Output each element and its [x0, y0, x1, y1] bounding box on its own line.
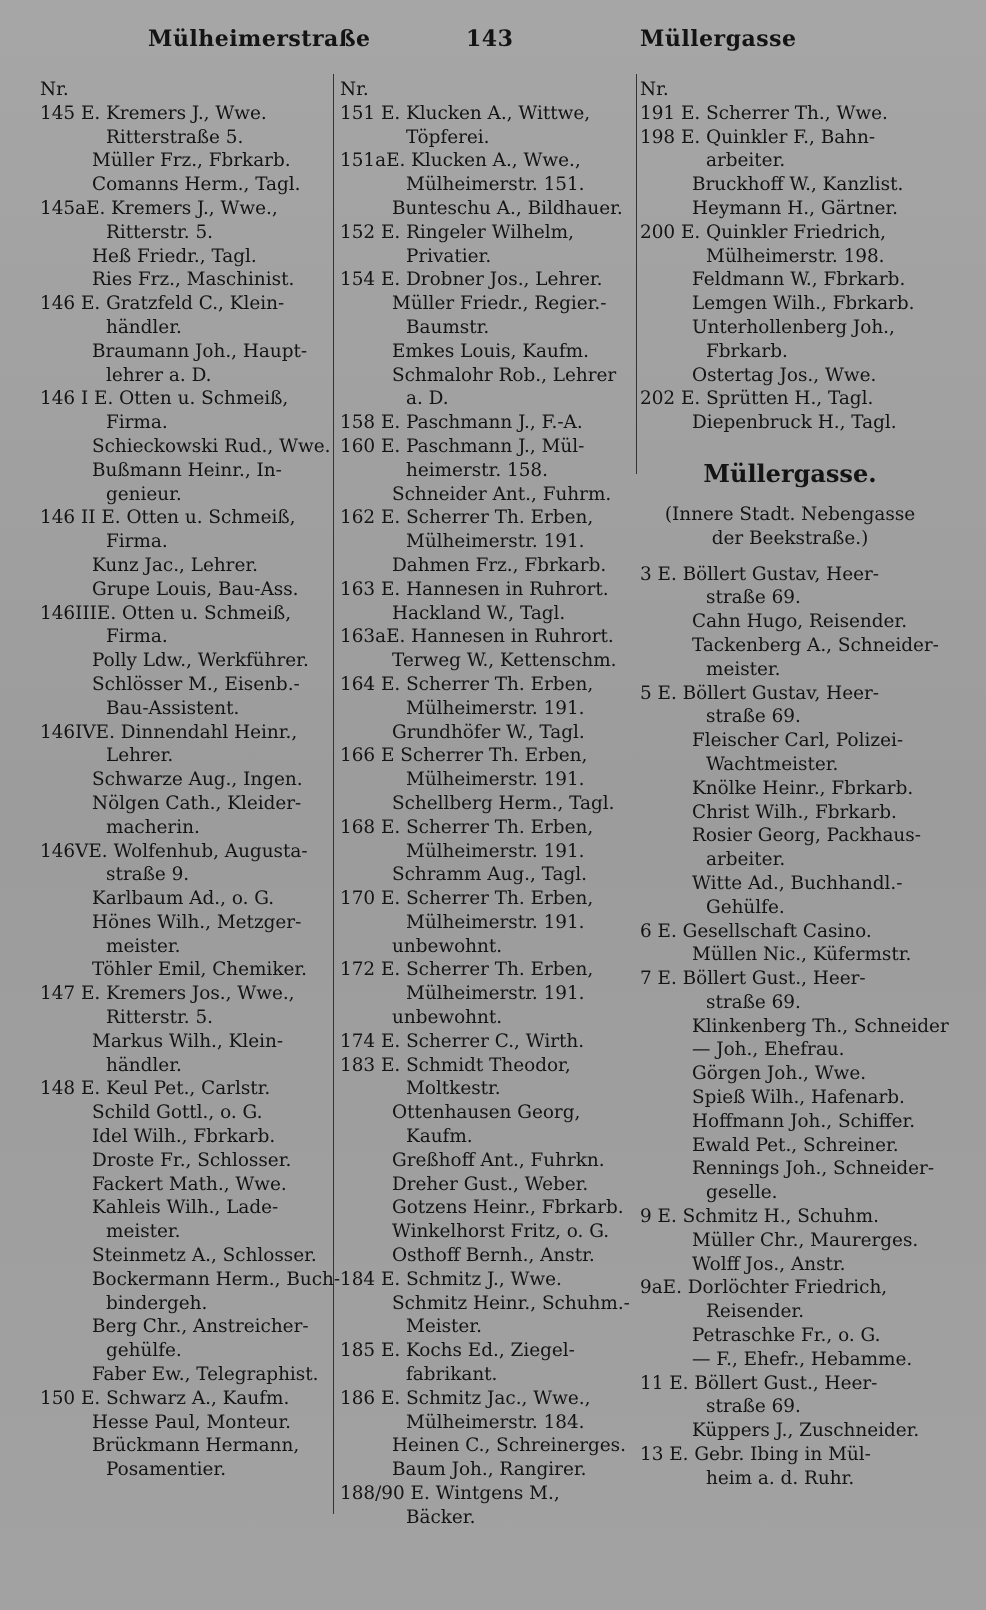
column-3-entries-cont — [640, 563, 949, 1491]
resident-entry: straße 9. — [106, 864, 190, 886]
resident-entry: meister. — [106, 1221, 181, 1243]
resident-entry: Karlbaum Ad., o. G. — [92, 888, 275, 910]
resident-entry: a. D. — [406, 388, 449, 410]
column-label: Nr. — [340, 79, 369, 100]
resident-entry: Fleischer Carl, Polizei- — [692, 730, 904, 752]
resident-entry: Brückmann Hermann, — [92, 1435, 300, 1457]
resident-entry: Töhler Emil, Chemiker. — [92, 959, 307, 981]
resident-entry: Ottenhausen Georg, — [392, 1102, 581, 1124]
resident-entry: unbewohnt. — [392, 1007, 503, 1029]
resident-entry: Bußmann Heinr., In- — [92, 459, 282, 481]
resident-entry: Mülheimerstr. 191. — [406, 697, 585, 719]
resident-entry: — F., Ehefr., Hebamme. — [692, 1348, 913, 1370]
resident-entry: heimerstr. 158. — [406, 459, 548, 481]
house-entry: 164 E. Scherrer Th. Erben, — [340, 673, 594, 695]
resident-entry: Küppers J., Zuschneider. — [692, 1420, 920, 1442]
resident-entry: Bruckhoff W., Kanzlist. — [692, 174, 904, 196]
house-entry: 191 E. Scherrer Th., Wwe. — [640, 102, 888, 124]
house-entry: 146IIIE. Otten u. Schmeiß, — [40, 602, 292, 624]
section-subtitle: (Innere Stadt. Nebengasse — [664, 503, 916, 525]
resident-entry: Schmalohr Rob., Lehrer — [392, 364, 617, 386]
house-entry: 160 E. Paschmann J., Mül- — [340, 435, 585, 457]
resident-entry: bindergeh. — [106, 1292, 208, 1314]
resident-entry: Berg Chr., Anstreicher- — [92, 1316, 309, 1338]
resident-entry: gehülfe. — [106, 1340, 182, 1362]
resident-entry: Feldmann W., Fbrkarb. — [692, 269, 906, 291]
resident-entry: arbeiter. — [706, 849, 786, 871]
house-entry: 7 E. Böllert Gust., Heer- — [640, 968, 866, 990]
house-entry: 185 E. Kochs Ed., Ziegel- — [340, 1340, 575, 1362]
resident-entry: Rosier Georg, Packhaus- — [692, 825, 921, 847]
resident-entry: Diepenbruck H., Tagl. — [692, 412, 897, 434]
resident-entry: Ries Frz., Maschinist. — [92, 269, 295, 291]
resident-entry: Faber Ew., Telegraphist. — [92, 1364, 319, 1386]
resident-entry: Mülheimerstr. 191. — [406, 531, 585, 553]
resident-entry: Osthoff Bernh., Anstr. — [392, 1245, 595, 1267]
resident-entry: Müllen Nic., Küfermstr. — [692, 944, 912, 966]
column-1 — [40, 78, 341, 1482]
resident-entry: Bunteschu A., Bildhauer. — [392, 197, 623, 219]
resident-entry: straße 69. — [706, 587, 801, 609]
resident-entry: unbewohnt. — [392, 935, 503, 957]
resident-entry: Ritterstraße 5. — [106, 126, 244, 148]
running-head-left: Mülheimerstraße — [148, 26, 371, 52]
resident-entry: straße 69. — [706, 1396, 801, 1418]
resident-entry: Mülheimerstr. 191. — [406, 769, 585, 791]
resident-entry: heim a. d. Ruhr. — [706, 1467, 855, 1489]
resident-entry: händler. — [106, 1054, 182, 1076]
house-entry: 5 E. Böllert Gustav, Heer- — [640, 682, 879, 704]
resident-entry: händler. — [106, 316, 182, 338]
resident-entry: Tackenberg A., Schneider- — [692, 634, 939, 656]
resident-entry: Kunz Jac., Lehrer. — [92, 554, 258, 576]
resident-entry: Schneider Ant., Fuhrm. — [392, 483, 612, 505]
resident-entry: meister. — [106, 935, 181, 957]
house-entry: 170 E. Scherrer Th. Erben, — [340, 888, 594, 910]
resident-entry: macherin. — [106, 816, 200, 838]
resident-entry: Firma. — [106, 531, 168, 553]
resident-entry: Lemgen Wilh., Fbrkarb. — [692, 293, 915, 315]
resident-entry: Polly Ldw., Werkführer. — [92, 650, 309, 672]
section-title: Müllergasse. — [703, 458, 877, 488]
column-divider — [333, 74, 334, 1514]
resident-entry: Mülheimerstr. 191. — [406, 840, 585, 862]
resident-entry: Mülheimerstr. 151. — [406, 174, 585, 196]
house-entry: 166 E Scherrer Th. Erben, — [340, 745, 588, 767]
house-entry: 186 E. Schmitz Jac., Wwe., — [340, 1387, 591, 1409]
resident-entry: Reisender. — [706, 1301, 805, 1323]
resident-entry: Lehrer. — [106, 745, 174, 767]
resident-entry: Schwarze Aug., Ingen. — [92, 769, 303, 791]
house-entry: 9 E. Schmitz H., Schuhm. — [640, 1206, 879, 1228]
resident-entry: Comanns Herm., Tagl. — [92, 174, 301, 196]
resident-entry: Braumann Joh., Haupt- — [92, 340, 308, 362]
resident-entry: Dahmen Frz., Fbrkarb. — [392, 554, 607, 576]
resident-entry: Mülheimerstr. 198. — [706, 245, 885, 267]
spacer — [640, 551, 940, 563]
house-entry: 163aE. Hannesen in Ruhrort. — [340, 626, 614, 648]
house-entry: 147 E. Kremers Jos., Wwe., — [40, 983, 295, 1005]
house-entry: 148 E. Keul Pet., Carlstr. — [40, 1078, 271, 1100]
resident-entry: Witte Ad., Buchhandl.- — [692, 872, 903, 894]
resident-entry: Hoffmann Joh., Schiffer. — [692, 1110, 916, 1132]
house-entry: 152 E. Ringeler Wilhelm, — [340, 221, 574, 243]
resident-entry: Hesse Paul, Monteur. — [92, 1411, 291, 1433]
column-2 — [340, 78, 635, 1530]
resident-entry: Greßhoff Ant., Fuhrkn. — [392, 1149, 605, 1171]
resident-entry: Steinmetz A., Schlosser. — [92, 1245, 317, 1267]
resident-entry: — Joh., Ehefrau. — [692, 1039, 845, 1061]
resident-entry: Nölgen Cath., Kleider- — [92, 792, 302, 814]
column-divider — [636, 74, 637, 474]
column-3-entries — [640, 78, 940, 435]
resident-entry: Markus Wilh., Klein- — [92, 1030, 284, 1052]
resident-entry: Kahleis Wilh., Lade- — [92, 1197, 279, 1219]
resident-entry: Fbrkarb. — [706, 340, 788, 362]
resident-entry: Posamentier. — [106, 1459, 227, 1481]
resident-entry: Mülheimerstr. 191. — [406, 911, 585, 933]
resident-entry: Grundhöfer W., Tagl. — [392, 721, 585, 743]
resident-entry: Bockermann Herm., Buch- — [92, 1268, 341, 1290]
house-entry: 146 E. Gratzfeld C., Klein- — [40, 293, 285, 315]
resident-entry: Rennings Joh., Schneider- — [692, 1158, 935, 1180]
resident-entry: Töpferei. — [406, 126, 490, 148]
resident-entry: geselle. — [706, 1182, 778, 1204]
resident-entry: meister. — [706, 658, 781, 680]
house-entry: 174 E. Scherrer C., Wirth. — [340, 1030, 585, 1052]
resident-entry: Schlösser M., Eisenb.- — [92, 673, 300, 695]
page-header — [0, 26, 986, 62]
resident-entry: Dreher Gust., Weber. — [392, 1173, 589, 1195]
resident-entry: Baumstr. — [406, 316, 490, 338]
resident-entry: Meister. — [406, 1316, 482, 1338]
resident-entry: lehrer a. D. — [106, 364, 212, 386]
resident-entry: Baum Joh., Rangirer. — [392, 1459, 587, 1481]
resident-entry: Mülheimerstr. 191. — [406, 983, 585, 1005]
resident-entry: fabrikant. — [406, 1364, 498, 1386]
house-entry: 154 E. Drobner Jos., Lehrer. — [340, 269, 603, 291]
resident-entry: Ewald Pet., Schreiner. — [692, 1134, 899, 1156]
resident-entry: Bäcker. — [406, 1506, 476, 1528]
resident-entry: Schellberg Herm., Tagl. — [392, 792, 615, 814]
house-entry: 202 E. Sprütten H., Tagl. — [640, 388, 874, 410]
house-entry: 188/90 E. Wintgens M., — [340, 1483, 560, 1505]
resident-entry: Heinen C., Schreinerges. — [392, 1435, 626, 1457]
house-entry: 146IVE. Dinnendahl Heinr., — [40, 721, 298, 743]
column-3 — [640, 78, 949, 1491]
house-entry: 146 I E. Otten u. Schmeiß, — [40, 388, 289, 410]
house-entry: 200 E. Quinkler Friedrich, — [640, 221, 887, 243]
house-entry: 172 E. Scherrer Th. Erben, — [340, 959, 594, 981]
resident-entry: Schmitz Heinr., Schuhm.- — [392, 1292, 630, 1314]
resident-entry: Christ Wilh., Fbrkarb. — [692, 801, 897, 823]
resident-entry: Hackland W., Tagl. — [392, 602, 566, 624]
house-entry: 184 E. Schmitz J., Wwe. — [340, 1268, 562, 1290]
resident-entry: Heymann H., Gärtner. — [692, 197, 899, 219]
resident-entry: Terweg W., Kettenschm. — [392, 650, 617, 672]
house-entry: 145aE. Kremers J., Wwe., — [40, 197, 278, 219]
resident-entry: Bau-Assistent. — [106, 697, 240, 719]
column-label: Nr. — [640, 79, 669, 100]
resident-entry: Fackert Math., Wwe. — [92, 1173, 287, 1195]
resident-entry: Gehülfe. — [706, 896, 785, 918]
resident-entry: Emkes Louis, Kaufm. — [392, 340, 589, 362]
resident-entry: Idel Wilh., Fbrkarb. — [92, 1126, 276, 1148]
resident-entry: Unterhollenberg Joh., — [692, 316, 895, 338]
running-head-right: Müllergasse — [640, 26, 797, 52]
house-entry: 13 E. Gebr. Ibing in Mül- — [640, 1444, 871, 1466]
resident-entry: Görgen Joh., Wwe. — [692, 1063, 867, 1085]
resident-entry: Wolff Jos., Anstr. — [692, 1253, 846, 1275]
resident-entry: Petraschke Fr., o. G. — [692, 1325, 881, 1347]
resident-entry: Privatier. — [406, 245, 492, 267]
resident-entry: Ostertag Jos., Wwe. — [692, 364, 877, 386]
resident-entry: Knölke Heinr., Fbrkarb. — [692, 777, 914, 799]
house-entry: 6 E. Gesellschaft Casino. — [640, 920, 872, 942]
resident-entry: Müller Friedr., Regier.- — [392, 293, 607, 315]
resident-entry: Ritterstr. 5. — [106, 1007, 214, 1029]
resident-entry: Moltkestr. — [406, 1078, 501, 1100]
resident-entry: Schieckowski Rud., Wwe. — [92, 435, 331, 457]
resident-entry: Winkelhorst Fritz, o. G. — [392, 1221, 610, 1243]
resident-entry: straße 69. — [706, 706, 801, 728]
resident-entry: genieur. — [106, 483, 182, 505]
resident-entry: Kaufm. — [406, 1126, 473, 1148]
resident-entry: Müller Chr., Maurerges. — [692, 1229, 919, 1251]
house-entry: 145 E. Kremers J., Wwe. — [40, 102, 267, 124]
house-entry: 151 E. Klucken A., Wittwe, — [340, 102, 591, 124]
house-entry: 146 II E. Otten u. Schmeiß, — [40, 507, 296, 529]
house-entry: 163 E. Hannesen in Ruhrort. — [340, 578, 609, 600]
resident-entry: Schild Gottl., o. G. — [92, 1102, 263, 1124]
house-entry: 158 E. Paschmann J., F.-A. — [340, 412, 583, 434]
resident-entry: Firma. — [106, 626, 168, 648]
resident-entry: Droste Fr., Schlosser. — [92, 1149, 292, 1171]
resident-entry: Mülheimerstr. 184. — [406, 1411, 585, 1433]
house-entry: 151aE. Klucken A., Wwe., — [340, 150, 581, 172]
resident-entry: Spieß Wilh., Hafenarb. — [692, 1087, 905, 1109]
resident-entry: Schramm Aug., Tagl. — [392, 864, 587, 886]
resident-entry: Ritterstr. 5. — [106, 221, 214, 243]
resident-entry: Hönes Wilh., Metzger- — [92, 911, 302, 933]
resident-entry: Klinkenberg Th., Schneider — [692, 1015, 949, 1037]
resident-entry: Müller Frz., Fbrkarb. — [92, 150, 291, 172]
section-subtitle: der Beekstraße.) — [711, 527, 869, 549]
page-number: 143 — [466, 26, 514, 52]
resident-entry: Grupe Louis, Bau-Ass. — [92, 578, 299, 600]
house-entry: 9aE. Dorlöchter Friedrich, — [640, 1277, 888, 1299]
resident-entry: Cahn Hugo, Reisender. — [692, 611, 908, 633]
house-entry: 150 E. Schwarz A., Kaufm. — [40, 1387, 290, 1409]
resident-entry: arbeiter. — [706, 150, 786, 172]
house-entry: 11 E. Böllert Gust., Heer- — [640, 1372, 878, 1394]
resident-entry: Firma. — [106, 412, 168, 434]
resident-entry: Heß Friedr., Tagl. — [92, 245, 257, 267]
resident-entry: straße 69. — [706, 991, 801, 1013]
resident-entry: Wachtmeister. — [706, 753, 839, 775]
house-entry: 183 E. Schmidt Theodor, — [340, 1054, 571, 1076]
house-entry: 162 E. Scherrer Th. Erben, — [340, 507, 594, 529]
house-entry: 168 E. Scherrer Th. Erben, — [340, 816, 594, 838]
column-label: Nr. — [40, 79, 69, 100]
resident-entry: Gotzens Heinr., Fbrkarb. — [392, 1197, 624, 1219]
house-entry: 198 E. Quinkler F., Bahn- — [640, 126, 876, 148]
house-entry: 146VE. Wolfenhub, Augusta- — [40, 840, 308, 862]
house-entry: 3 E. Böllert Gustav, Heer- — [640, 563, 879, 585]
